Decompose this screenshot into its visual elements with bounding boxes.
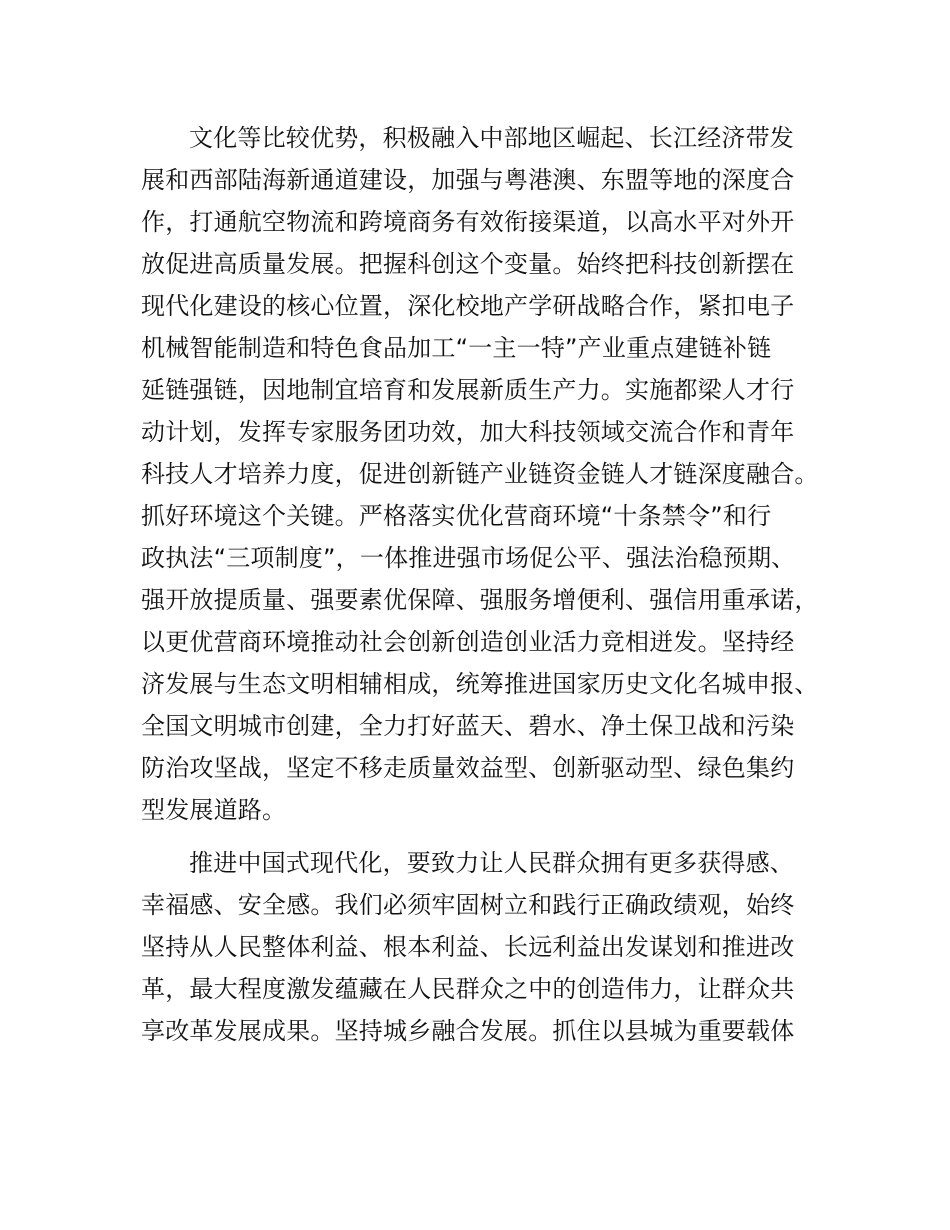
- text-line: 防治攻坚战，坚定不移走质量效益型、创新驱动型、绿色集约: [141, 754, 795, 782]
- text-line: 强开放提质量、强要素优保障、强服务增便利、强信用重承诺，: [141, 586, 819, 614]
- text-line: 文化等比较优势，积极融入中部地区崛起、长江经济带发: [189, 124, 794, 152]
- text-line: 政执法“三项制度”，一体推进强市场促公平、强法治稳预期、: [141, 544, 796, 572]
- text-line: 科技人才培养力度，促进创新链产业链资金链人才链深度融合。: [141, 460, 819, 488]
- text-line: 幸福感、安全感。我们必须牢固树立和践行正确政绩观，始终: [141, 891, 795, 919]
- text-line: 作，打通航空物流和跨境商务有效衔接渠道，以高水平对外开: [141, 208, 795, 236]
- text-line: 展和西部陆海新通道建设，加强与粤港澳、东盟等地的深度合: [141, 166, 795, 194]
- text-line: 坚持从人民整体利益、根本利益、长远利益出发谋划和推进改: [141, 933, 795, 961]
- text-line: 以更优营商环境推动社会创新创造创业活力竞相迸发。坚持经: [141, 628, 795, 656]
- text-line: 革，最大程度激发蕴藏在人民群众之中的创造伟力，让群众共: [141, 975, 795, 1003]
- text-line: 享改革发展成果。坚持城乡融合发展。抓住以县城为重要载体: [141, 1017, 795, 1045]
- paragraph-1: [141, 117, 831, 831]
- text-line: 济发展与生态文明相辅相成，统筹推进国家历史文化名城申报、: [141, 670, 819, 698]
- text-line: 动计划，发挥专家服务团功效，加大科技领域交流合作和青年: [141, 418, 795, 446]
- text-line: 现代化建设的核心位置，深化校地产学研战略合作，紧扣电子: [141, 292, 795, 320]
- text-line: 延链强链，因地制宜培育和发展新质生产力。实施都梁人才行: [141, 376, 795, 404]
- text-line: 型发展道路。: [141, 796, 287, 824]
- paragraph-2: [141, 842, 831, 1052]
- text-line: 抓好环境这个关键。严格落实优化营商环境“十条禁令”和行: [141, 502, 772, 530]
- text-line: 推进中国式现代化，要致力让人民群众拥有更多获得感、: [189, 849, 794, 877]
- text-line: 放促进高质量发展。把握科创这个变量。始终把科技创新摆在: [141, 250, 795, 278]
- text-line: 机械智能制造和特色食品加工“一主一特”产业重点建链补链: [141, 334, 772, 362]
- text-line: 全国文明城市创建，全力打好蓝天、碧水、净土保卫战和污染: [141, 712, 795, 740]
